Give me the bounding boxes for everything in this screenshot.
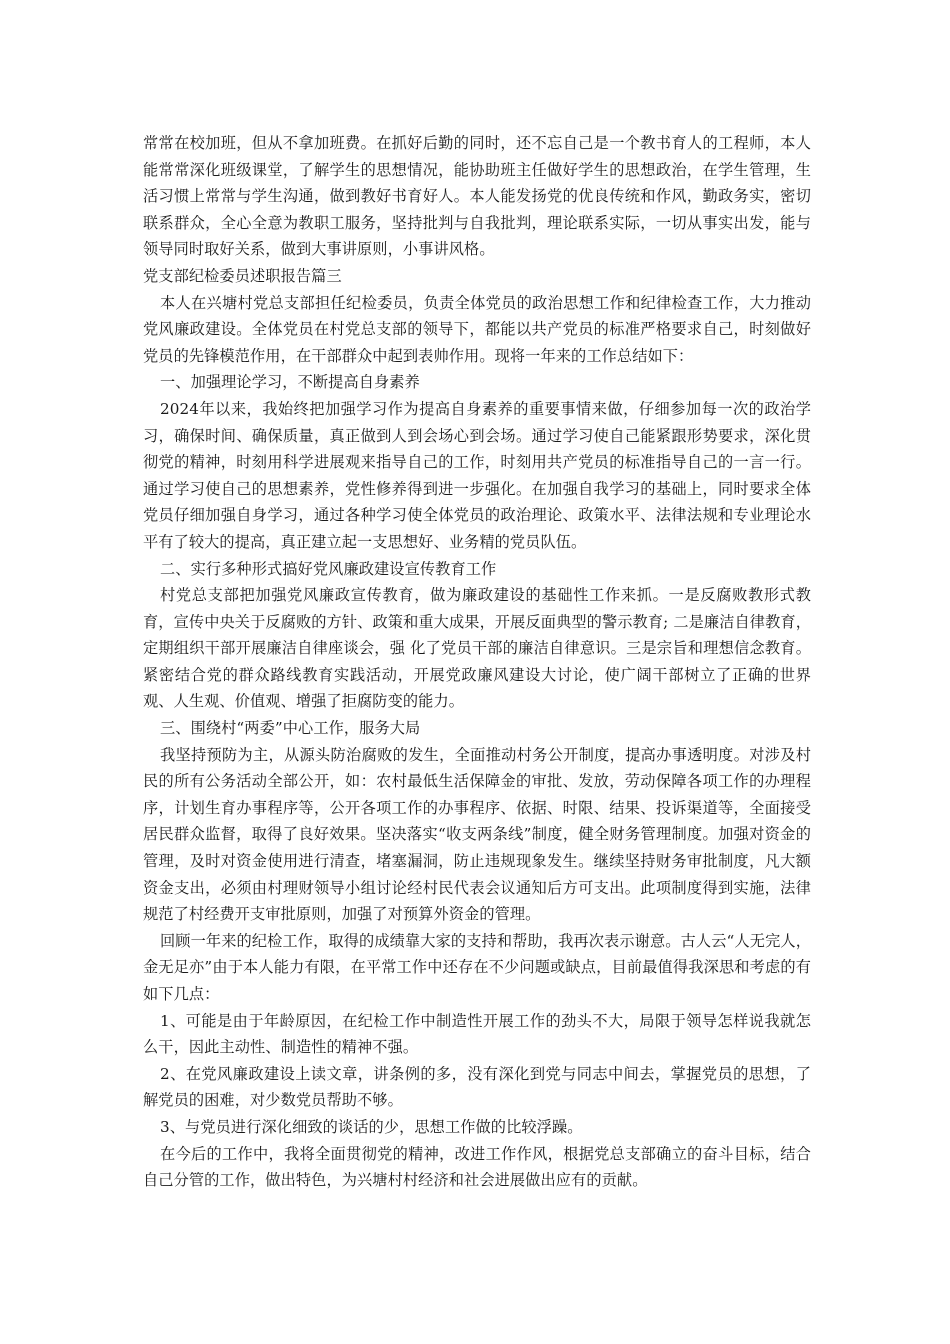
paragraph-closing: 在今后的工作中，我将全面贯彻党的精神，改进工作作风，根据党总支部确立的奋斗目标，结合自己分管的工作，做出特色，为兴塘村村经济和社会进展做出应有的贡献。: [143, 1144, 811, 1190]
document-body: [143, 130, 811, 1194]
subheading-1: 一、加强理论学习，不断提高自身素养: [160, 373, 420, 392]
list-item-2: 2、在党风廉政建设上读文章，讲条例的多，没有深化到党与同志中间去，掌握党员的思想，了解党员的困难，对少数党员帮助不够。: [143, 1064, 811, 1110]
paragraph-education: 村党总支部把加强党风廉政宣传教育，做为廉政建设的基础性工作来抓。一是反腐败教形式教育，宣传中央关于反腐败的方针、政策和重大成果，开展反面典型的警示教育; 二是廉洁自律教育，定期组织干部开展廉洁自律座谈会，强 化了党员干部的廉洁自律意识。三是宗旨和理想信念教育。紧密结合党的群众路线教育实践活动，开展党政廉风建设大讨论，使广阔干部树立了正确的世界观、人生观、价值观、增强了拒腐防变的能力。: [143, 586, 811, 711]
paragraph-intro-continuation: 常常在校加班，但从不拿加班费。在抓好后勤的同时，还不忘自己是一个教书育人的工程师，本人能常常深化班级课堂，了解学生的思想情况，能协助班主任做好学生的思想政治，在学生管理，生活习惯上常常与学生沟通，做到教好书育好人。本人能发扬党的优良传统和作风，勤政务实，密切联系群众，全心全意为教职工服务，坚持批判与自我批判，理论联系实际，一切从事实出发，能与领导同时取好关系，做到大事讲原则，小事讲风格。: [143, 134, 811, 259]
paragraph-review: 回顾一年来的纪检工作，取得的成绩靠大家的支持和帮助，我再次表示谢意。古人云“人无完人，金无足亦”由于本人能力有限，在平常工作中还存在不少问题或缺点，目前最值得我深思和考虑的有如下几点：: [143, 931, 811, 1003]
subheading-2: 二、实行多种形式搞好党风廉政建设宣传教育工作: [160, 559, 497, 578]
section-heading: 党支部纪检委员述职报告篇三: [143, 266, 342, 285]
paragraph-opening: 本人在兴塘村党总支部担任纪检委员，负责全体党员的政治思想工作和纪律检查工作，大力推动党风廉政建设。全体党员在村党总支部的领导下，都能以共产党员的标准严格要求自己，时刻做好党员的先锋模范作用，在干部群众中起到表帅作用。现将一年来的工作总结如下：: [143, 293, 811, 365]
subheading-3: 三、围绕村“两委”中心工作，服务大局: [160, 719, 421, 738]
paragraph-study: 2024年以来，我始终把加强学习作为提高自身素养的重要事情来做，仔细参加每一次的政治学习，确保时间、确保质量，真正做到人到会场心到会场。通过学习使自己能紧跟形势要求，深化贯彻党的精神，时刻用科学进展观来指导自己的工作，时刻用共产党员的标准指导自己的一言一行。通过学习使自己的思想素养，党性修养得到进一步强化。在加强自我学习的基础上，同时要求全体党员仔细加强自身学习，通过各种学习使全体党员的政治理论、政策水平、法律法规和专业理论水平有了较大的提高，真正建立起一支思想好、业务精的党员队伍。: [143, 399, 811, 551]
list-item-3: 3、与党员进行深化细致的谈话的少，思想工作做的比较浮躁。: [160, 1117, 583, 1136]
list-item-1: 1、可能是由于年龄原因，在纪检工作中制造性开展工作的劲头不大，局限于领导怎样说我就怎么干，因此主动性、制造性的精神不强。: [143, 1011, 811, 1057]
paragraph-prevention: 我坚持预防为主，从源头防治腐败的发生，全面推动村务公开制度，提高办事透明度。对涉及村民的所有公务活动全部公开，如：农村最低生活保障金的审批、发放，劳动保障各项工作的办理程序，计划生育办事程序等，公开各项工作的办事程序、依据、时限、结果、投诉渠道等，全面接受居民群众监督，取得了良好效果。坚决落实“收支两条线”制度，健全财务管理制度。加强对资金的管理，及时对资金使用进行清查，堵塞漏洞，防止违规现象发生。继续坚持财务审批制度，凡大额资金支出，必须由村理财领导小组讨论经村民代表会议通知后方可支出。此项制度得到实施，法律规范了村经费开支审批原则，加强了对预算外资金的管理。: [143, 745, 811, 924]
